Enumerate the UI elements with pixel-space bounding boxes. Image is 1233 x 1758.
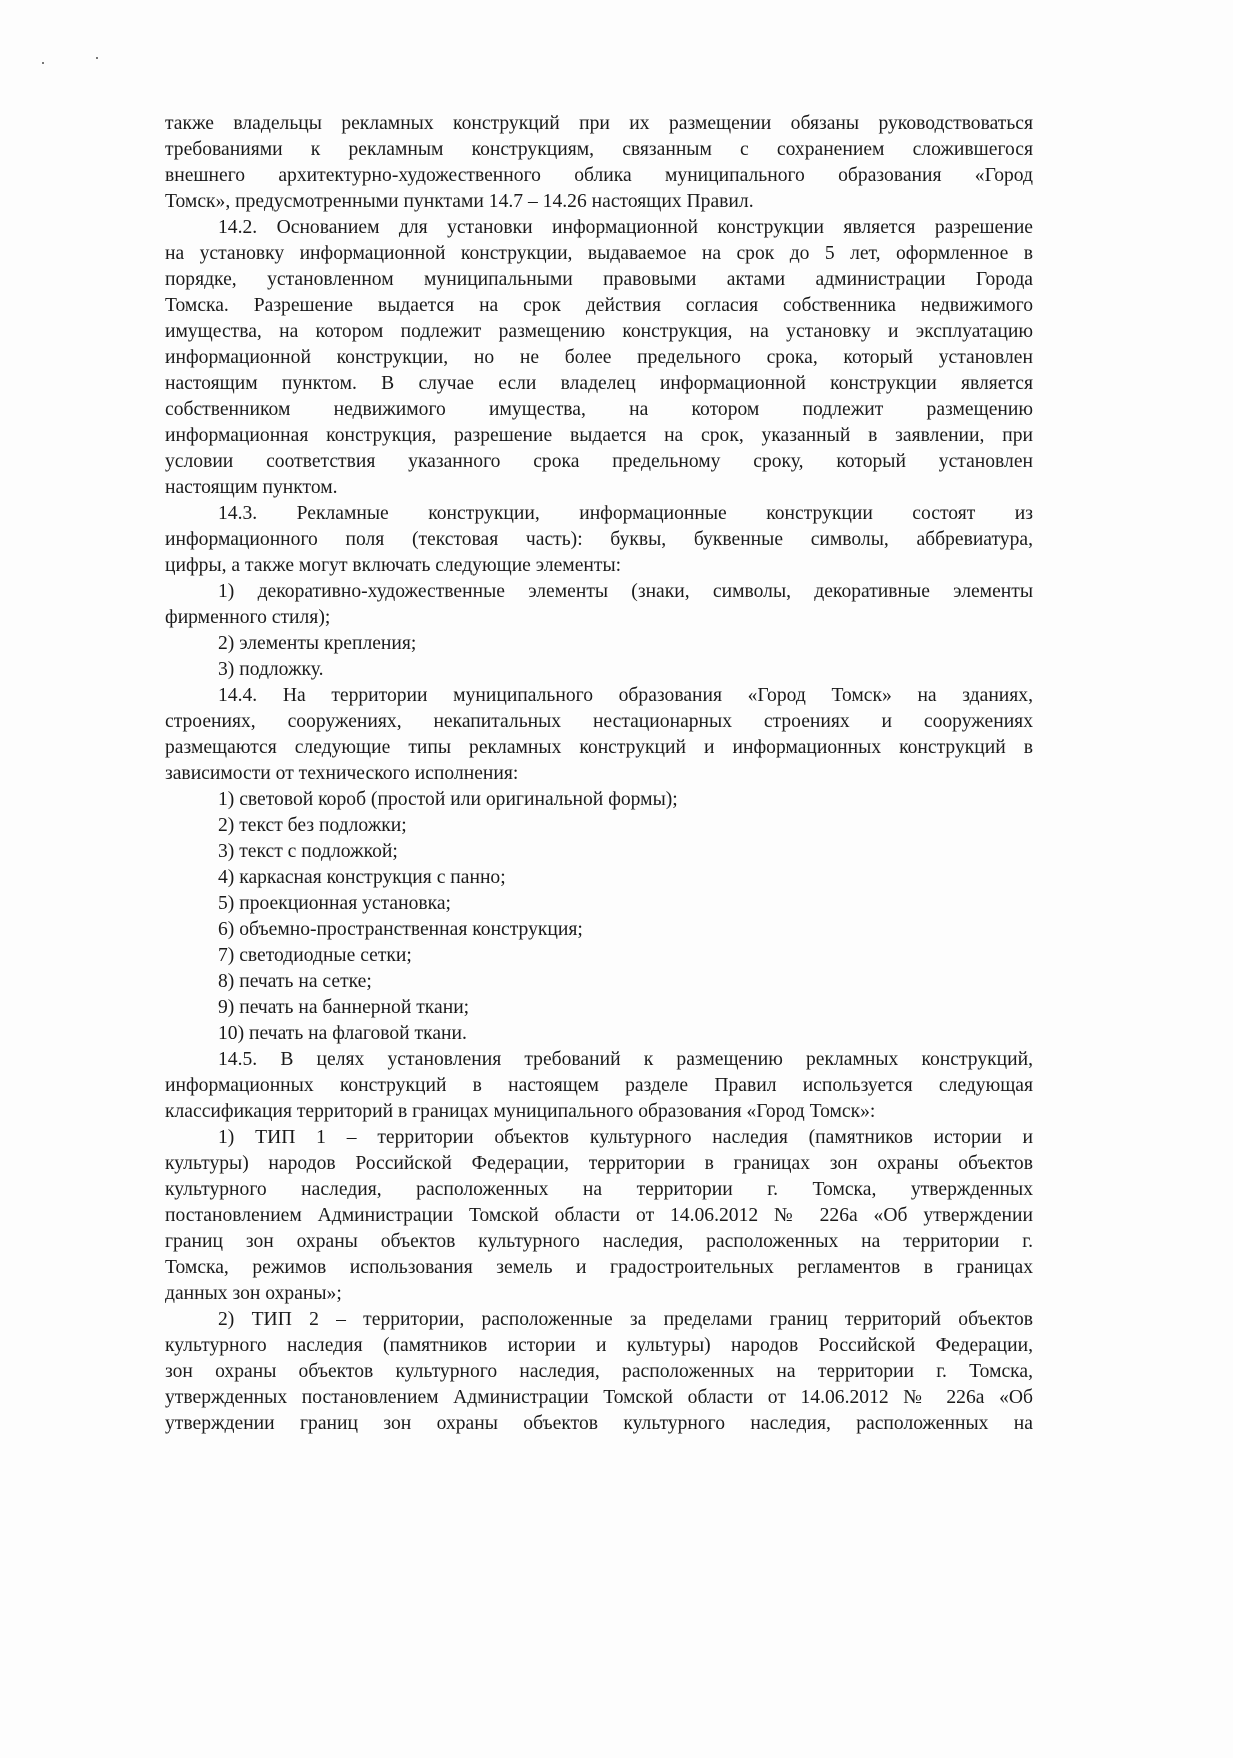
- text-line: 14.4. На территории муниципального образования «Город Томск» на зданиях,: [218, 685, 1033, 706]
- scan-speck: [96, 57, 98, 59]
- text-line: собственником недвижимого имущества, на котором подлежит размещению: [165, 399, 1033, 420]
- text-line: зон охраны объектов культурного наследия, расположенных на территории г. Томска,: [165, 1361, 1033, 1382]
- text-line: информационного поля (текстовая часть): буквы, буквенные символы, аббревиатура,: [165, 529, 1033, 550]
- document-body: [165, 111, 1033, 1437]
- text-line: 3) текст с подложкой;: [218, 841, 398, 862]
- text-line: культурного наследия, расположенных на территории г. Томска, утвержденных: [165, 1179, 1033, 1200]
- text-line: 2) элементы крепления;: [218, 633, 417, 654]
- text-line: утверждении границ зон охраны объектов культурного наследия, расположенных на: [165, 1413, 1033, 1434]
- text-line: классификация территорий в границах муниципального образования «Город Томск»:: [165, 1101, 876, 1122]
- text-line: 2) текст без подложки;: [218, 815, 407, 836]
- text-line: 10) печать на флаговой ткани.: [218, 1023, 467, 1044]
- text-line: Томска. Разрешение выдается на срок действия согласия собственника недвижимого: [165, 295, 1033, 316]
- text-line: границ зон охраны объектов культурного наследия, расположенных на территории г.: [165, 1231, 1033, 1252]
- text-line: культурного наследия (памятников истории и культуры) народов Российской Федерации,: [165, 1335, 1033, 1356]
- text-line: 9) печать на баннерной ткани;: [218, 997, 470, 1018]
- text-line: цифры, а также могут включать следующие элементы:: [165, 555, 622, 576]
- text-line: фирменного стиля);: [165, 607, 331, 628]
- text-line: Томск», предусмотренными пунктами 14.7 – 14.26 настоящих Правил.: [165, 191, 754, 212]
- text-line: постановлением Администрации Томской области от 14.06.2012 № 226а «Об утверждении: [165, 1205, 1033, 1226]
- text-line: 14.3. Рекламные конструкции, информационные конструкции состоят из: [218, 503, 1033, 524]
- text-line: настоящим пунктом.: [165, 477, 338, 498]
- text-line: размещаются следующие типы рекламных конструкций и информационных конструкций в: [165, 737, 1033, 758]
- text-line: 2) ТИП 2 – территории, расположенные за пределами границ территорий объектов: [218, 1309, 1033, 1330]
- text-line: 6) объемно-пространственная конструкция;: [218, 919, 583, 940]
- text-line: настоящим пунктом. В случае если владелец информационной конструкции является: [165, 373, 1033, 394]
- text-line: также владельцы рекламных конструкций при их размещении обязаны руководствоваться: [165, 113, 1033, 134]
- text-line: утвержденных постановлением Администрации Томской области от 14.06.2012 № 226а «Об: [165, 1387, 1033, 1408]
- text-line: внешнего архитектурно-художественного облика муниципального образования «Город: [165, 165, 1033, 186]
- text-line: 4) каркасная конструкция с панно;: [218, 867, 506, 888]
- text-line: информационная конструкция, разрешение выдается на срок, указанный в заявлении, при: [165, 425, 1033, 446]
- text-line: Томска, режимов использования земель и градостроительных регламентов в границах: [165, 1257, 1033, 1278]
- scan-speck: [42, 62, 44, 64]
- text-line: 5) проекционная установка;: [218, 893, 451, 914]
- text-line: 14.2. Основанием для установки информационной конструкции является разрешение: [218, 217, 1033, 238]
- text-line: 14.5. В целях установления требований к размещению рекламных конструкций,: [218, 1049, 1033, 1070]
- text-line: 1) декоративно-художественные элементы (знаки, символы, декоративные элементы: [218, 581, 1033, 602]
- text-line: данных зон охраны»;: [165, 1283, 342, 1304]
- text-line: условии соответствия указанного срока предельному сроку, который установлен: [165, 451, 1033, 472]
- text-line: культуры) народов Российской Федерации, территории в границах зон охраны объектов: [165, 1153, 1033, 1174]
- text-line: информационных конструкций в настоящем разделе Правил используется следующая: [165, 1075, 1033, 1096]
- text-line: 1) световой короб (простой или оригинальной формы);: [218, 789, 678, 810]
- text-line: имущества, на котором подлежит размещению конструкция, на установку и эксплуатацию: [165, 321, 1033, 342]
- text-line: 8) печать на сетке;: [218, 971, 372, 992]
- text-line: информационной конструкции, но не более предельного срока, который установлен: [165, 347, 1033, 368]
- text-line: строениях, сооружениях, некапитальных нестационарных строениях и сооружениях: [165, 711, 1033, 732]
- text-line: 3) подложку.: [218, 659, 324, 680]
- text-line: требованиями к рекламным конструкциям, связанным с сохранением сложившегося: [165, 139, 1033, 160]
- text-line: порядке, установленном муниципальными правовыми актами администрации Города: [165, 269, 1033, 290]
- text-line: зависимости от технического исполнения:: [165, 763, 519, 784]
- text-line: 7) светодиодные сетки;: [218, 945, 412, 966]
- text-line: на установку информационной конструкции, выдаваемое на срок до 5 лет, оформленное в: [165, 243, 1033, 264]
- text-line: 1) ТИП 1 – территории объектов культурного наследия (памятников истории и: [218, 1127, 1033, 1148]
